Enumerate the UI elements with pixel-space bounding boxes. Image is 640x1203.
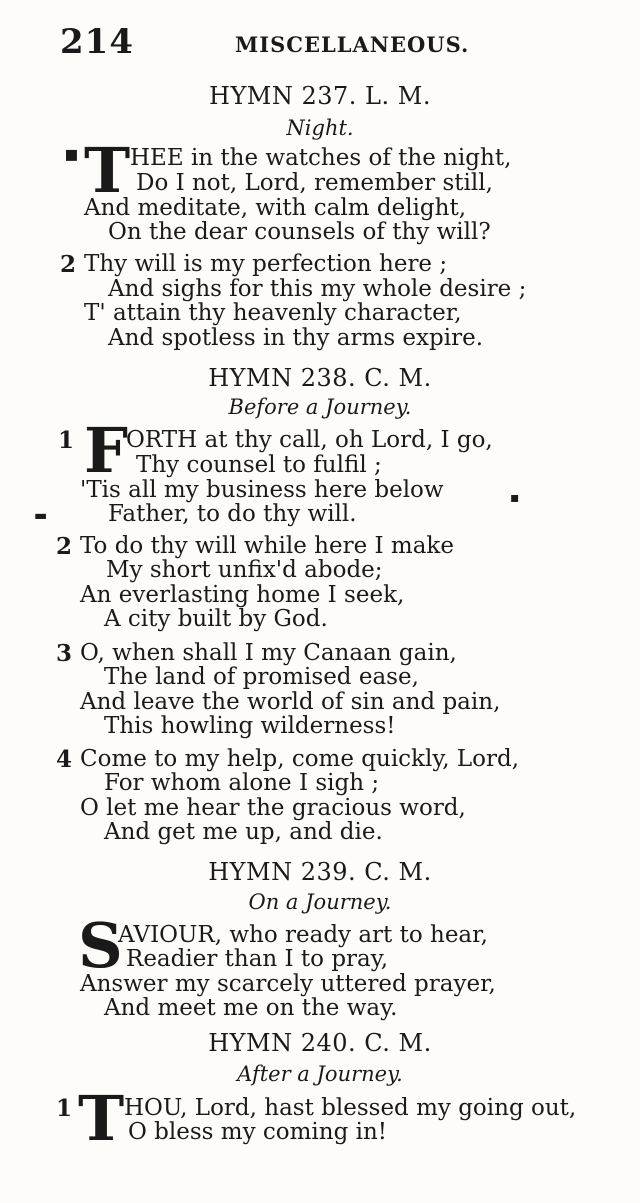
drop-cap: S (78, 909, 123, 982)
hymn-subtitle: After a Journey. (237, 1062, 403, 1086)
hymn-title: HYMN 237. L. M. (209, 82, 431, 110)
verse-line: T' attain thy heavenly character, (84, 300, 462, 326)
running-head: MISCELLANEOUS. (235, 32, 470, 57)
hymn-subtitle: Night. (286, 116, 354, 140)
hymn-title: HYMN 239. C. M. (208, 858, 432, 886)
verse-line: HEE in the watches of the night, (130, 145, 512, 171)
verse-line: Do I not, Lord, remember still, (136, 170, 493, 196)
drop-cap: T (78, 1082, 125, 1155)
verse-line: Father, to do thy will. (108, 501, 357, 527)
print-mark: ▬ (34, 508, 48, 524)
verse-line: O bless my coming in! (128, 1119, 388, 1145)
verse-line: Come to my help, come quickly, Lord, (80, 746, 520, 772)
verse-line: My short unfix'd abode; (106, 557, 383, 583)
drop-cap: T (84, 134, 131, 207)
verse-number: 1 (56, 1095, 73, 1122)
page-header (60, 22, 580, 62)
verse-line: AVIOUR, who ready art to hear, (118, 922, 488, 948)
verse-line: A city built by God. (104, 606, 328, 632)
hymn-title: HYMN 240. C. M. (208, 1029, 432, 1057)
verse-number: 4 (56, 746, 73, 773)
verse-number: 3 (56, 640, 73, 667)
verse-line: This howling wilderness! (104, 713, 396, 739)
verse-line: An everlasting home I seek, (80, 582, 405, 608)
print-mark: ▪ (510, 490, 520, 506)
verse-number: 1 (58, 427, 75, 454)
verse-line: The land of promised ease, (104, 664, 419, 690)
hymn-title: HYMN 238. C. M. (208, 364, 432, 392)
verse-line: And meet me on the way. (104, 995, 398, 1021)
verse-line: ORTH at thy call, oh Lord, I go, (126, 427, 493, 453)
verse-line: Thy will is my perfection here ; (84, 251, 448, 277)
verse-line: Readier than I to pray, (126, 946, 389, 972)
verse-line: HOU, Lord, hast blessed my going out, (124, 1095, 577, 1121)
verse-line: Answer my scarcely uttered prayer, (80, 971, 496, 997)
verse-line: On the dear counsels of thy will? (108, 219, 491, 245)
verse-line: And meditate, with calm delight, (84, 195, 467, 221)
drop-cap: F (84, 414, 129, 487)
page-number: 214 (60, 22, 134, 62)
verse-line: O let me hear the gracious word, (80, 795, 466, 821)
verse-line: For whom alone I sigh ; (104, 770, 380, 796)
verse-number: 2 (60, 251, 77, 278)
verse-line: Thy counsel to fulfil ; (136, 452, 382, 478)
verse-line: And leave the world of sin and pain, (80, 689, 501, 715)
verse-line: 'Tis all my business here below (80, 477, 444, 503)
verse-line: O, when shall I my Canaan gain, (80, 640, 457, 666)
hymn-subtitle: Before a Journey. (228, 395, 412, 419)
verse-line: To do thy will while here I make (80, 533, 454, 559)
hymn-subtitle: On a Journey. (248, 890, 392, 914)
verse-line: And get me up, and die. (104, 819, 383, 845)
verse-line: And sighs for this my whole desire ; (108, 276, 527, 302)
print-mark: ▪ (64, 142, 79, 167)
verse-line: And spotless in thy arms expire. (108, 325, 484, 351)
verse-number: 2 (56, 533, 73, 560)
